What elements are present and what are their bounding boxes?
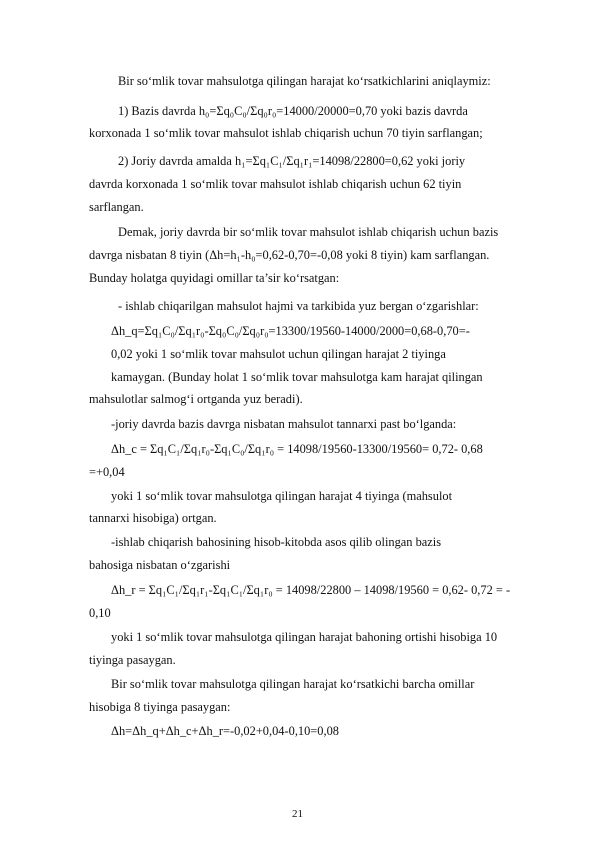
formula-line: Δh=Δh_q+Δh_c+Δh_r=-0,02+0,04-0,10=0,08: [111, 724, 339, 738]
formula-line: Δh_c = Σq₁C₁/Σq₁r₀-Σq₁C₀/Σq₁r₀ = 14098/19560-13300/19560= 0,72- 0,68: [111, 442, 483, 456]
text-line: korxonada 1 so‘mlik tovar mahsulot ishlab chiqarish uchun 70 tiyin sarflangan;: [89, 126, 483, 140]
text-line: 0,10: [89, 606, 111, 620]
text-line: Bir so‘mlik tovar mahsulotga qilingan harajat ko‘rsatkichi barcha omillar: [111, 677, 475, 691]
text-line: davrda korxonada 1 so‘mlik tovar mahsulot ishlab chiqarish uchun 62 tiyin: [89, 177, 462, 191]
text-line: -ishlab chiqarish bahosining hisob-kitobda asos qilib olingan bazis: [111, 535, 442, 549]
text-line: 1) Bazis davrda h₀=Σq₀C₀/Σq₀r₀=14000/20000=0,70 yoki bazis davrda: [118, 104, 468, 118]
text-line: kamaygan. (Bunday holat 1 so‘mlik tovar mahsulotga kam harajat qilingan: [111, 370, 483, 384]
text-line: -joriy davrda bazis davrga nisbatan mahsulot tannarxi past bo‘lganda:: [111, 417, 457, 431]
text-line: tannarxi hisobiga) ortgan.: [89, 511, 217, 525]
text-line: yoki 1 so‘mlik tovar mahsulotga qilingan harajat bahoning ortishi hisobiga 10: [111, 630, 498, 644]
text-line: Bir so‘mlik tovar mahsulotga qilingan harajat ko‘rsatkichlarini aniqlaymiz:: [118, 74, 491, 88]
text-line: Demak, joriy davrda bir so‘mlik tovar mahsulot ishlab chiqarish uchun bazis: [118, 225, 499, 239]
formula-line: Δh_r = Σq₁C₁/Σq₁r₁-Σq₁C₁/Σq₁r₀ = 14098/22800 – 14098/19560 = 0,62- 0,72 = -: [111, 583, 511, 597]
text-line: 0,02 yoki 1 so‘mlik tovar mahsulot uchun qilingan harajat 2 tiyinga: [111, 347, 446, 361]
text-line: - ishlab chiqarilgan mahsulot hajmi va tarkibida yuz bergan o‘zgarishlar:: [118, 299, 479, 313]
text-line: yoki 1 so‘mlik tovar mahsulotga qilingan harajat 4 tiyinga (mahsulot: [111, 489, 453, 503]
page-number: 21: [292, 808, 303, 820]
formula-line: Δh_q=Σq₁C₀/Σq₁r₀-Σq₀C₀/Σq₀r₀=13300/19560-14000/2000=0,68-0,70=-: [111, 324, 470, 338]
text-line: =+0,04: [89, 465, 125, 479]
text-line: davrga nisbatan 8 tiyin (Δh=h₁-h₀=0,62-0,70=-0,08 yoki 8 tiyin) kam sarflangan.: [89, 248, 490, 262]
text-line: mahsulotlar salmog‘i ortganda yuz beradi).: [89, 392, 303, 406]
text-line: bahosiga nisbatan o‘zgarishi: [89, 558, 231, 572]
text-line: hisobiga 8 tiyinga pasaygan:: [89, 700, 231, 714]
text-line: 2) Joriy davrda amalda h₁=Σq₁C₁/Σq₁r₁=14098/22800=0,62 yoki joriy: [118, 154, 466, 168]
text-line: tiyinga pasaygan.: [89, 653, 176, 667]
text-line: sarflangan.: [89, 200, 144, 214]
text-line: Bunday holatga quyidagi omillar ta’sir ko‘rsatgan:: [89, 271, 340, 285]
